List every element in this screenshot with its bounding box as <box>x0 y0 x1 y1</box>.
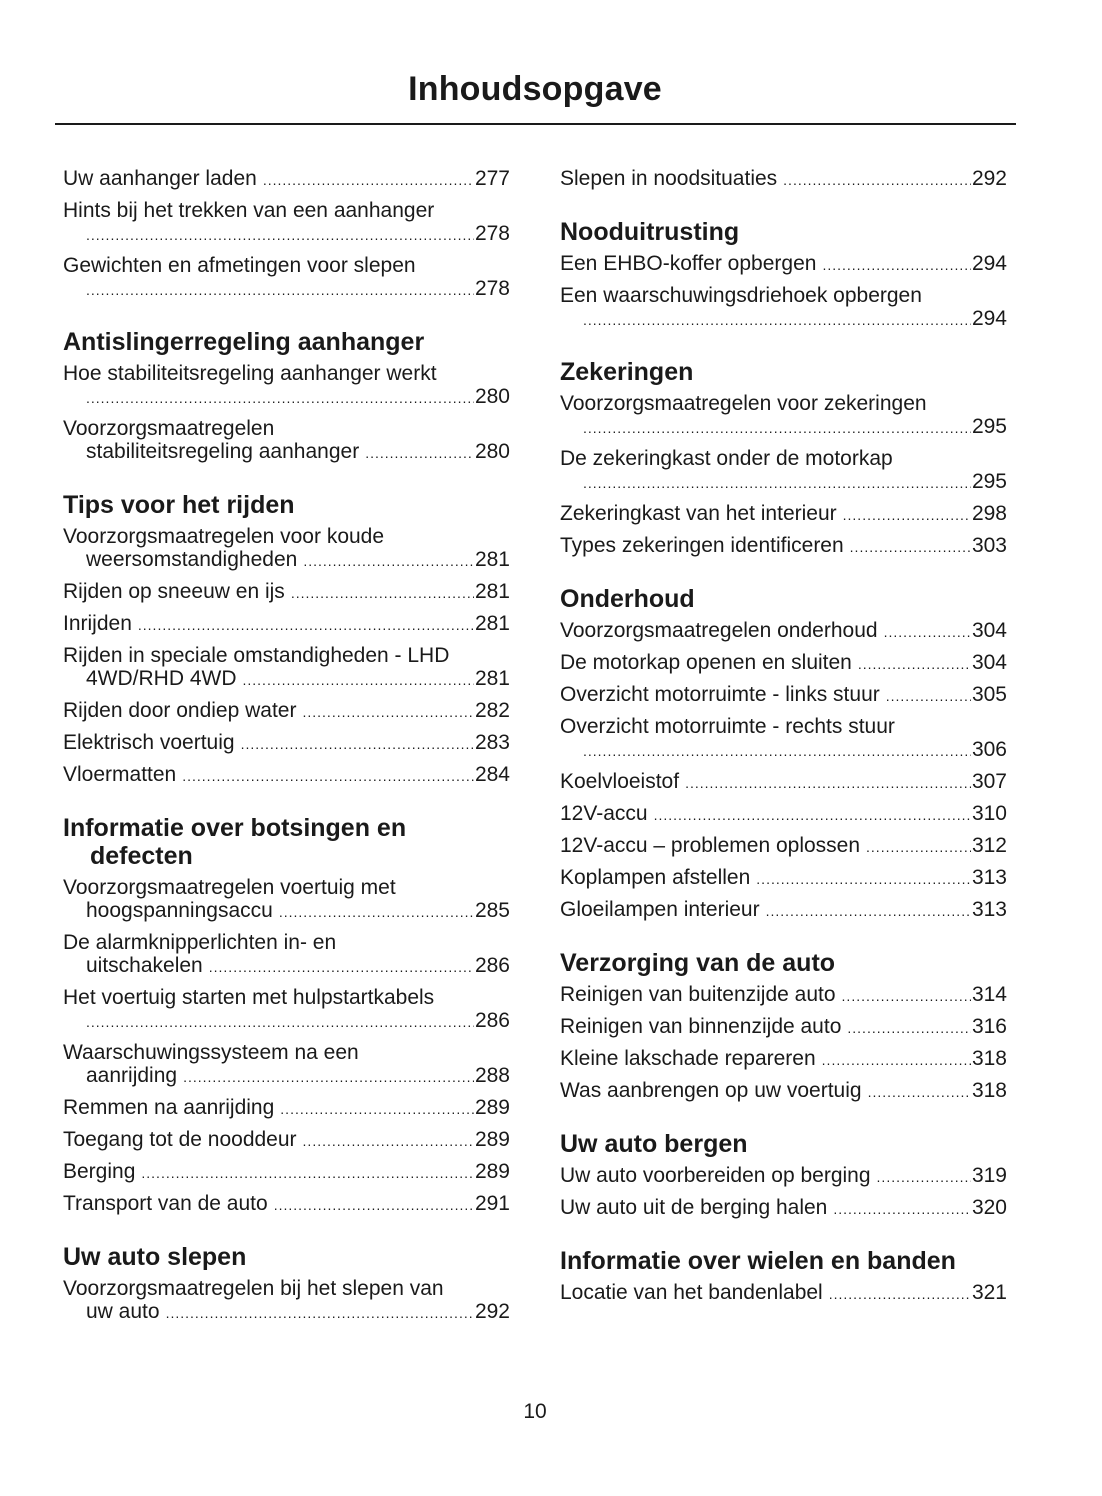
dot-leader <box>884 621 971 644</box>
dot-leader <box>243 669 474 692</box>
toc-entry-title: 12V-accu <box>560 802 648 825</box>
toc-entry-page: 281 <box>474 548 510 571</box>
toc-entry[interactable] <box>63 644 510 692</box>
dot-leader <box>141 1162 474 1185</box>
toc-entry[interactable] <box>560 770 1007 795</box>
dot-leader <box>843 504 971 527</box>
dot-leader <box>303 550 474 573</box>
dot-leader <box>241 733 474 756</box>
toc-entry-title: Uw auto voorbereiden op berging <box>560 1164 871 1187</box>
toc-entry-title: Gloeilampen interieur <box>560 898 760 921</box>
toc-entry-page: 283 <box>474 731 510 754</box>
dot-leader <box>365 442 474 465</box>
toc-entry-page: 303 <box>971 534 1007 557</box>
toc-entry[interactable] <box>63 580 510 605</box>
dot-leader <box>847 1017 971 1040</box>
toc-entry-page: 292 <box>971 167 1007 190</box>
section-heading: Informatie over wielen en banden <box>560 1247 956 1275</box>
toc-entry[interactable] <box>63 525 510 573</box>
dot-leader <box>183 1066 474 1089</box>
toc-entry[interactable] <box>560 715 1007 763</box>
toc-entry[interactable] <box>560 1047 1007 1072</box>
toc-entry-title: Reinigen van binnenzijde auto <box>560 1015 842 1038</box>
toc-entry-title: Voorzorgsmaatregelen voor zekeringen <box>560 392 927 415</box>
toc-entry-title: Voorzorgsmaatregelen voor koude <box>63 525 385 548</box>
toc-entry-page: 314 <box>971 983 1007 1006</box>
toc-entry-title: De zekeringkast onder de motorkap <box>560 447 893 470</box>
toc-entry-title: Inrijden <box>63 612 132 635</box>
toc-entry[interactable] <box>560 683 1007 708</box>
toc-entry-title: De motorkap openen en sluiten <box>560 651 852 674</box>
toc-entry[interactable] <box>560 502 1007 527</box>
dot-leader <box>866 836 971 859</box>
toc-entry-title: Overzicht motorruimte - links stuur <box>560 683 880 706</box>
toc-entry[interactable] <box>63 167 510 192</box>
dot-leader <box>858 653 971 676</box>
toc-entry[interactable] <box>63 731 510 756</box>
toc-entry-title: Vloermatten <box>63 763 177 786</box>
toc-entry-page: 281 <box>474 580 510 603</box>
toc-entry-page: 298 <box>971 502 1007 525</box>
toc-entry[interactable] <box>63 362 510 410</box>
toc-entry-page: 316 <box>971 1015 1007 1038</box>
toc-entry-page: 291 <box>474 1192 510 1215</box>
dot-leader <box>279 901 474 924</box>
toc-entry-page: 278 <box>474 277 510 300</box>
toc-entry-page: 286 <box>474 954 510 977</box>
toc-entry-title: Locatie van het bandenlabel <box>560 1281 823 1304</box>
toc-entry-page: 278 <box>474 222 510 245</box>
toc-entry-title: Een EHBO-koffer opbergen <box>560 252 817 275</box>
toc-entry-page: 292 <box>474 1300 510 1323</box>
toc-entry[interactable] <box>560 1281 1007 1306</box>
dot-leader <box>302 701 473 724</box>
toc-entry-title: Koplampen afstellen <box>560 866 751 889</box>
toc-entry-title-continued: uw auto <box>86 1300 160 1323</box>
dot-leader <box>274 1194 474 1217</box>
toc-entry-page: 294 <box>971 252 1007 275</box>
toc-entry-page: 318 <box>971 1079 1007 1102</box>
toc-entry[interactable] <box>560 1079 1007 1104</box>
toc-entry-page: 295 <box>971 415 1007 438</box>
section-heading: Nooduitrusting <box>560 218 740 246</box>
toc-entry[interactable] <box>63 254 510 302</box>
toc-entry[interactable] <box>560 252 1007 277</box>
toc-entry[interactable] <box>63 1192 510 1217</box>
toc-entry-page: 281 <box>474 667 510 690</box>
toc-entry-title-continued: hoogspanningsaccu <box>86 899 273 922</box>
toc-entry[interactable] <box>63 986 510 1034</box>
dot-leader <box>166 1302 474 1325</box>
dot-leader <box>280 1098 474 1121</box>
toc-column-left <box>63 167 510 1332</box>
toc-entry-title-continued: 4WD/RHD 4WD <box>86 667 237 690</box>
dot-leader <box>86 279 474 302</box>
toc-entry[interactable] <box>63 1096 510 1121</box>
toc-entry[interactable] <box>63 1041 510 1089</box>
toc-entry-page: 319 <box>971 1164 1007 1187</box>
toc-entry-title: Rijden in speciale omstandigheden - LHD <box>63 644 450 667</box>
dot-leader <box>583 472 971 495</box>
dot-leader <box>877 1166 971 1189</box>
toc-entry-page: 280 <box>474 385 510 408</box>
page-title: Inhoudsopgave <box>408 70 662 108</box>
toc-entry-page: 281 <box>474 612 510 635</box>
toc-entry-title: Remmen na aanrijding <box>63 1096 275 1119</box>
toc-entry-title: Voorzorgsmaatregelen voertuig met <box>63 876 396 899</box>
section-heading: Onderhoud <box>560 585 695 613</box>
toc-entry-page: 277 <box>474 167 510 190</box>
dot-leader <box>86 387 474 410</box>
toc-entry-title-continued: stabiliteitsregeling aanhanger <box>86 440 360 463</box>
toc-entry[interactable] <box>63 876 510 924</box>
dot-leader <box>822 254 971 277</box>
toc-entry-title: Voorzorgsmaatregelen bij het slepen van <box>63 1277 444 1300</box>
dot-leader <box>263 169 474 192</box>
dot-leader <box>583 309 971 332</box>
toc-entry[interactable] <box>63 1160 510 1185</box>
toc-entry[interactable] <box>560 802 1007 827</box>
toc-entry[interactable] <box>560 619 1007 644</box>
toc-entry-page: 313 <box>971 898 1007 921</box>
toc-entry[interactable] <box>560 1164 1007 1189</box>
dot-leader <box>86 224 474 247</box>
dot-leader <box>822 1049 971 1072</box>
toc-entry-title: Was aanbrengen op uw voertuig <box>560 1079 862 1102</box>
dot-leader <box>868 1081 971 1104</box>
toc-entry-page: 304 <box>971 651 1007 674</box>
toc-entry[interactable] <box>560 1015 1007 1040</box>
toc-entry[interactable] <box>560 651 1007 676</box>
toc-entry-page: 320 <box>971 1196 1007 1219</box>
toc-entry-title: Types zekeringen identificeren <box>560 534 844 557</box>
dot-leader <box>583 417 971 440</box>
section-heading: Tips voor het rijden <box>63 491 295 519</box>
toc-entry-title: Een waarschuwingsdriehoek opbergen <box>560 284 922 307</box>
toc-entry-page: 288 <box>474 1064 510 1087</box>
toc-entry-title: Uw aanhanger laden <box>63 167 257 190</box>
toc-entry-page: 318 <box>971 1047 1007 1070</box>
toc-entry[interactable] <box>560 834 1007 859</box>
toc-entry[interactable] <box>560 866 1007 891</box>
toc-entry-page: 307 <box>971 770 1007 793</box>
dot-leader <box>756 868 971 891</box>
toc-entry-title-continued: aanrijding <box>86 1064 178 1087</box>
toc-entry-page: 289 <box>474 1128 510 1151</box>
toc-entry-title: Koelvloeistof <box>560 770 680 793</box>
toc-entry[interactable] <box>560 534 1007 559</box>
toc-entry-page: 285 <box>474 899 510 922</box>
toc-entry[interactable] <box>560 167 1007 192</box>
toc-entry-title: Voorzorgsmaatregelen onderhoud <box>560 619 878 642</box>
toc-entry-title: Overzicht motorruimte - rechts stuur <box>560 715 895 738</box>
toc-entry-title: Het voertuig starten met hulpstartkabels <box>63 986 435 1009</box>
toc-entry[interactable] <box>63 612 510 637</box>
dot-leader <box>842 985 971 1008</box>
page-number: 10 <box>523 1400 547 1423</box>
toc-entry-page: 304 <box>971 619 1007 642</box>
section-heading: Uw auto slepen <box>63 1243 247 1271</box>
section-heading: Antislingerregeling aanhanger <box>63 328 425 356</box>
dot-leader <box>685 772 971 795</box>
toc-entry-page: 289 <box>474 1096 510 1119</box>
dot-leader <box>829 1283 971 1306</box>
toc-entry[interactable] <box>63 417 510 465</box>
toc-entry-page: 305 <box>971 683 1007 706</box>
dot-leader <box>654 804 971 827</box>
toc-entry[interactable] <box>63 199 510 247</box>
toc-entry-title: Toegang tot de nooddeur <box>63 1128 297 1151</box>
toc-entry-page: 306 <box>971 738 1007 761</box>
toc-entry-title: Uw auto uit de berging halen <box>560 1196 828 1219</box>
toc-entry-page: 321 <box>971 1281 1007 1304</box>
toc-entry-page: 312 <box>971 834 1007 857</box>
section-heading: Zekeringen <box>560 358 694 386</box>
toc-entry[interactable] <box>63 699 510 724</box>
dot-leader <box>583 740 971 763</box>
dot-leader <box>182 765 474 788</box>
dot-leader <box>850 536 971 559</box>
dot-leader <box>886 685 971 708</box>
toc-entry[interactable] <box>560 1196 1007 1221</box>
toc-entry-title: Zekeringkast van het interieur <box>560 502 837 525</box>
toc-entry-page: 310 <box>971 802 1007 825</box>
toc-entry-title: Reinigen van buitenzijde auto <box>560 983 836 1006</box>
dot-leader <box>209 956 474 979</box>
toc-entry-title: Gewichten en afmetingen voor slepen <box>63 254 416 277</box>
toc-entry[interactable] <box>560 983 1007 1008</box>
toc-entry-page: 294 <box>971 307 1007 330</box>
dot-leader <box>86 1011 474 1034</box>
toc-entry-title: Kleine lakschade repareren <box>560 1047 816 1070</box>
toc-entry-page: 284 <box>474 763 510 786</box>
toc-entry[interactable] <box>560 898 1007 923</box>
toc-entry-page: 313 <box>971 866 1007 889</box>
toc-entry-title-continued: uitschakelen <box>86 954 203 977</box>
toc-entry-title: Hoe stabiliteitsregeling aanhanger werkt <box>63 362 437 385</box>
toc-entry-title-continued: weersomstandigheden <box>86 548 298 571</box>
toc-entry-title: Waarschuwingssysteem na een <box>63 1041 359 1064</box>
toc-entry-page: 280 <box>474 440 510 463</box>
toc-entry-title: Transport van de auto <box>63 1192 268 1215</box>
toc-entry[interactable] <box>63 1277 510 1325</box>
toc-entry-title: Rijden op sneeuw en ijs <box>63 580 285 603</box>
toc-entry-title: Berging <box>63 1160 136 1183</box>
dot-leader <box>833 1198 971 1221</box>
toc-entry-page: 286 <box>474 1009 510 1032</box>
toc-entry-page: 295 <box>971 470 1007 493</box>
toc-entry[interactable] <box>560 447 1007 495</box>
dot-leader <box>291 582 474 605</box>
toc-entry-title: Slepen in noodsituaties <box>560 167 778 190</box>
toc-entry-title: Hints bij het trekken van een aanhanger <box>63 199 435 222</box>
toc-entry-title: Rijden door ondiep water <box>63 699 297 722</box>
dot-leader <box>766 900 971 923</box>
toc-entry[interactable] <box>63 763 510 788</box>
section-heading: Verzorging van de auto <box>560 949 836 977</box>
section-heading: Uw auto bergen <box>560 1130 748 1158</box>
dot-leader <box>783 169 971 192</box>
toc-column-right <box>560 167 1007 1313</box>
toc-entry[interactable] <box>63 1128 510 1153</box>
toc-entry-title: Voorzorgsmaatregelen <box>63 417 275 440</box>
dot-leader <box>138 614 474 637</box>
toc-entry-page: 289 <box>474 1160 510 1183</box>
toc-entry[interactable] <box>63 931 510 979</box>
toc-entry-page: 282 <box>474 699 510 722</box>
toc-entry[interactable] <box>560 284 1007 332</box>
toc-entry[interactable] <box>560 392 1007 440</box>
dot-leader <box>303 1130 474 1153</box>
title-divider <box>55 123 1016 125</box>
toc-entry-title: 12V-accu – problemen oplossen <box>560 834 861 857</box>
toc-entry-title: De alarmknipperlichten in- en <box>63 931 337 954</box>
section-heading: Informatie over botsingen en defecten <box>63 814 407 870</box>
toc-entry-title: Elektrisch voertuig <box>63 731 235 754</box>
